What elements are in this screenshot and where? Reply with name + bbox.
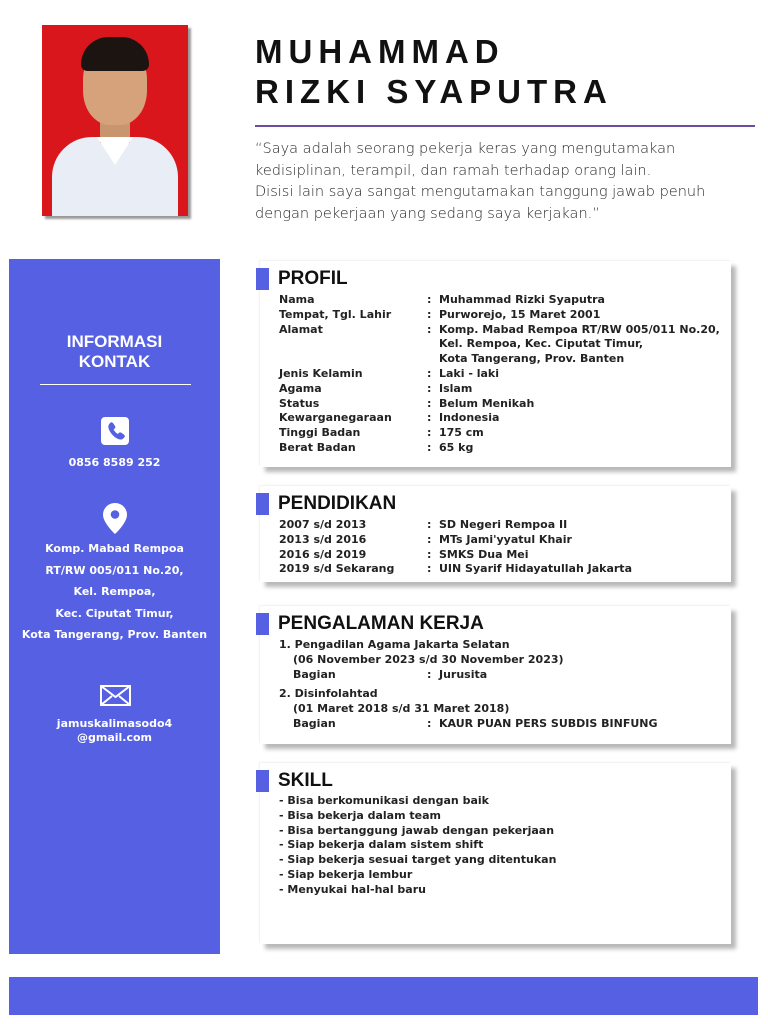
job-title: 2. Disinfolahtad — [279, 687, 378, 701]
phone-number[interactable]: 0856 8589 252 — [68, 456, 161, 469]
skill-list — [279, 794, 556, 898]
quote-line: Disisi lain saya sangat mengutamakan tanggung jawab penuh — [255, 184, 706, 200]
job-period: (01 Maret 2018 s/d 31 Maret 2018) — [293, 702, 510, 716]
phone-icon — [101, 417, 129, 445]
job-period: (06 November 2023 s/d 30 November 2023) — [293, 652, 564, 666]
full-name — [255, 32, 613, 112]
detail-row: Tempat, Tgl. Lahir : Purworejo, 15 Maret 2001 — [279, 307, 601, 321]
skill-item: - Bisa bertanggung jawab dengan pekerjaan — [279, 823, 555, 837]
contact-title-line-1: INFORMASI — [66, 332, 163, 351]
education-row: 2016 s/d 2019 : SMKS Dua Mei — [279, 547, 529, 561]
detail-row: Kota Tangerang, Prov. Banten — [439, 352, 625, 366]
education-list — [279, 518, 729, 577]
skill-item: - Siap bekerja dalam sistem shift — [279, 838, 484, 852]
section-title: PENGALAMAN KERJA — [278, 613, 484, 634]
skill-item: - Menyukai hal-hal baru — [279, 882, 426, 896]
skill-item: - Bisa bekerja dalam team — [279, 808, 441, 822]
contact-sidebar — [9, 259, 220, 954]
skill-item: - Bisa berkomunikasi dengan baik — [279, 794, 489, 807]
skill-item: - Siap bekerja sesuai target yang ditentukan — [279, 853, 557, 867]
location-pin-icon — [103, 503, 127, 534]
detail-row: Kel. Rempoa, Kec. Ciputat Timur, — [439, 337, 644, 351]
personal-statement — [255, 139, 755, 225]
detail-row: Kewarganegaraan : Indonesia — [279, 411, 500, 425]
job-title: 1. Pengadilan Agama Jakarta Selatan — [279, 638, 510, 651]
detail-row: Agama : Islam — [279, 381, 473, 395]
email[interactable] — [9, 717, 220, 745]
section-marker — [256, 493, 269, 515]
quote-line: kedisiplinan, terampil, dan ramah terhadap orang lain. — [255, 162, 652, 179]
contact-title — [9, 332, 220, 372]
envelope-icon — [100, 685, 131, 706]
detail-row: Status : Belum Menikah — [279, 396, 535, 410]
section-marker — [256, 268, 269, 290]
education-row: 2007 s/d 2013 : SD Negeri Rempoa II — [279, 518, 568, 531]
header-divider — [255, 125, 755, 127]
job-role: Bagian : KAUR PUAN PERS SUBDIS BINFUNG — [293, 716, 658, 730]
address-line: Kota Tangerang, Prov. Banten — [21, 628, 208, 641]
address-line: RT/RW 005/011 No.20, — [45, 563, 184, 577]
job-entry — [279, 638, 729, 682]
contact-title-line-2: KONTAK — [78, 352, 151, 371]
section-title: PENDIDIKAN — [278, 493, 397, 514]
skill-section — [260, 763, 731, 944]
footer-bar — [9, 977, 758, 1015]
detail-row: Tinggi Badan : 175 cm — [279, 426, 484, 440]
address-line: Komp. Mabad Rempoa — [45, 542, 184, 555]
section-marker — [256, 770, 269, 792]
profile-details — [279, 293, 729, 456]
quote-line: dengan pekerjaan yang sedang saya kerjakan.” — [255, 205, 600, 222]
job-role: Bagian : Jurusita — [293, 667, 488, 681]
contact-divider — [40, 384, 191, 385]
detail-row: Nama : Muhammad Rizki Syaputra — [279, 293, 605, 306]
job-entry — [279, 687, 729, 731]
education-section — [260, 486, 731, 582]
name-line-2: RIZKI SYAPUTRA — [255, 73, 613, 110]
section-title: SKILL — [278, 770, 333, 791]
job-list — [279, 638, 729, 732]
email-line-2: @gmail.com — [76, 731, 153, 744]
quote-line: “Saya adalah seorang pekerja keras yang mengutamakan — [255, 141, 676, 157]
detail-row: Berat Badan : 65 kg — [279, 440, 474, 454]
section-title: PROFIL — [278, 268, 348, 289]
address-line: Kel. Rempoa, — [73, 585, 156, 598]
address — [9, 538, 220, 646]
work-experience-section — [260, 606, 731, 744]
skill-item: - Siap bekerja lembur — [279, 867, 413, 881]
section-marker — [256, 613, 269, 635]
profile-photo — [42, 25, 188, 216]
education-row: 2013 s/d 2016 : MTs Jami'yyatul Khair — [279, 532, 572, 546]
profile-section — [260, 261, 731, 467]
email-line-1: jamuskalimasodo4 — [56, 717, 173, 730]
detail-row: Alamat : Komp. Mabad Rempoa RT/RW 005/011 No.20, — [279, 322, 720, 336]
address-line: Kec. Ciputat Timur, — [55, 606, 174, 620]
detail-row: Jenis Kelamin : Laki - laki — [279, 366, 500, 380]
name-line-1: MUHAMMAD — [255, 33, 505, 70]
education-row: 2019 s/d Sekarang : UIN Syarif Hidayatullah Jakarta — [279, 562, 632, 576]
